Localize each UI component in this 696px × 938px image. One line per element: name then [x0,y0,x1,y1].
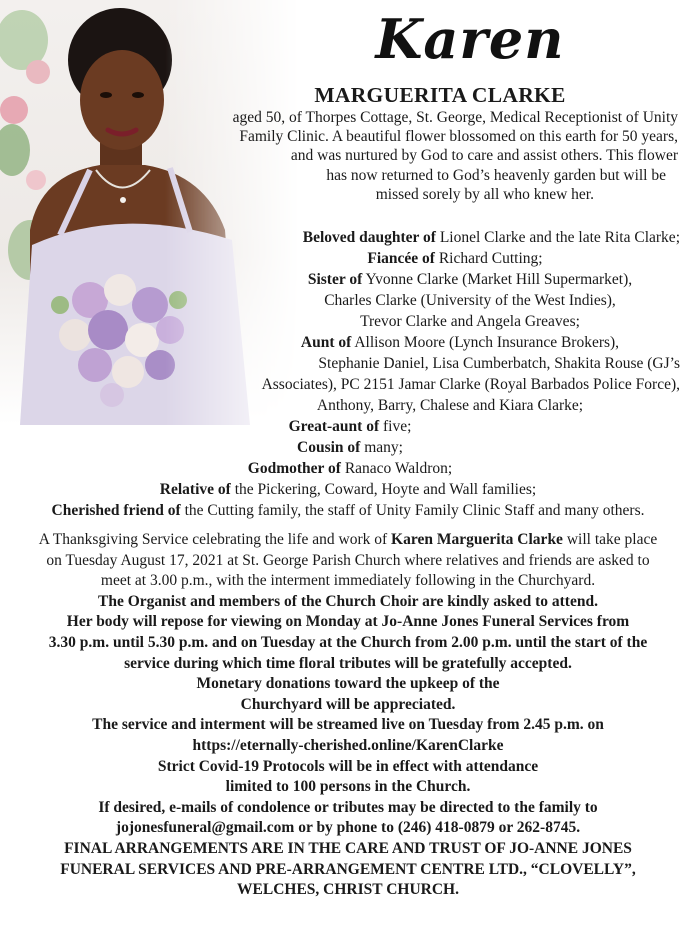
relation-line [180,374,680,395]
arrangements-line: FINAL ARRANGEMENTS ARE IN THE CARE AND TRUST OF JO-ANNE JONES [64,839,632,857]
bio-line: has now returned to God’s heavenly garden but will be [326,166,666,184]
service-intro-line [0,530,696,551]
full-name-heading: MARGUERITA CLARKE [314,83,566,107]
relation-text: Richard Cutting; [434,250,543,267]
service-intro-text: A Thanksgiving Service celebrating the life and work of [38,531,392,548]
bio-line: and was nurtured by God to care and assist others. This flower [290,147,678,165]
relation-text: Anthony, Barry, Chalese and Kiara Clarke; [316,397,584,414]
relation-line [270,332,650,353]
stream-line: The service and interment will be streamed live on Tuesday from 2.45 p.m. on [92,716,604,734]
viewing-line: service during which time floral tributes will be gratefully accepted. [124,654,572,672]
donations-line: Churchyard will be appreciated. [240,695,456,713]
relation-line [280,290,660,311]
relation-line [0,479,696,500]
relation-text: Associates), PC 2151 Jamar Clarke (Royal Barbados Police Force), [261,376,680,393]
relation-text: many; [360,439,403,456]
relation-text: Stephanie Daniel, Lisa Cumberbatch, Shakita Rouse (GJ’s [318,355,680,372]
service-intro-name: Karen Marguerita Clarke [391,531,563,548]
relation-line [0,500,696,521]
relation-text: Allison Moore (Lynch Insurance Brokers), [351,334,620,351]
viewing-line: 3.30 p.m. until 5.30 p.m. and on Tuesday at the Church from 2.00 p.m. until the start of the [48,633,648,651]
relation-line [180,416,520,437]
covid-line: Strict Covid-19 Protocols will be in effect with attendance [157,757,539,775]
relation-text: five; [379,418,412,435]
relation-label: Relative of [159,481,231,498]
service-intro-text-end: will take place [562,531,658,548]
relation-line [180,437,520,458]
relation-label: Aunt of [300,334,352,351]
relation-text: Ranaco Waldron; [340,460,453,477]
relation-text: Charles Clarke (University of the West Indies), [324,292,616,309]
relation-text: Yvonne Clarke (Market Hill Supermarket), [362,271,633,288]
arrangements-line: FUNERAL SERVICES AND PRE-ARRANGEMENT CENTRE LTD., “CLOVELLY”, [60,860,636,878]
viewing-line: Her body will repose for viewing on Monday at Jo-Anne Jones Funeral Services from [66,613,630,631]
relation-line [270,248,640,269]
service-line: on Tuesday August 17, 2021 at St. George Parish Church where relatives and friends are asked to [46,551,650,569]
organist-notice: The Organist and members of the Church Choir are kindly asked to attend. [98,592,598,610]
condolence-line: If desired, e-mails of condolence or tributes may be directed to the family to [98,798,598,816]
relation-text: the Pickering, Coward, Hoyte and Wall families; [230,481,537,498]
relation-label: Fiancée of [367,250,435,267]
bio-line: missed sorely by all who knew her. [375,185,594,203]
contact-line[interactable]: jojonesfuneral@gmail.com or by phone to (246) 418-0879 or 262-8745. [115,819,581,837]
relation-label: Sister of [307,271,363,288]
relation-label: Cherished friend of [51,502,181,519]
covid-line: limited to 100 persons in the Church. [225,778,471,796]
relation-line [280,269,660,290]
relation-line [270,227,680,248]
service-details [0,530,696,901]
relation-label: Great-aunt of [288,418,380,435]
relation-line [280,311,660,332]
stream-link[interactable]: https://eternally-cherished.online/KarenClarke [192,736,504,754]
bio-line: Family Clinic. A beautiful flower blossomed on this earth for 50 years, [239,128,678,146]
service-line: meet at 3.00 p.m., with the interment immediately following in the Churchyard. [100,572,596,590]
relation-text: Trevor Clarke and Angela Greaves; [360,313,580,330]
relation-label: Godmother of [247,460,341,477]
first-name-script: Karen [375,7,565,71]
arrangements-line: WELCHES, CHRIST CHURCH. [237,881,459,899]
donations-line: Monetary donations toward the upkeep of the [196,675,500,693]
relation-line [250,395,650,416]
bio-paragraph [158,108,678,204]
relation-line [220,353,680,374]
relation-text: Lionel Clarke and the late Rita Clarke; [435,229,680,246]
relation-text: the Cutting family, the staff of Unity Family Clinic Staff and many others. [180,502,645,519]
relation-line [180,458,520,479]
relation-label: Cousin of [297,439,361,456]
relation-label: Beloved daughter of [302,229,436,246]
bio-line: aged 50, of Thorpes Cottage, St. George, Medical Receptionist of Unity [232,109,678,126]
